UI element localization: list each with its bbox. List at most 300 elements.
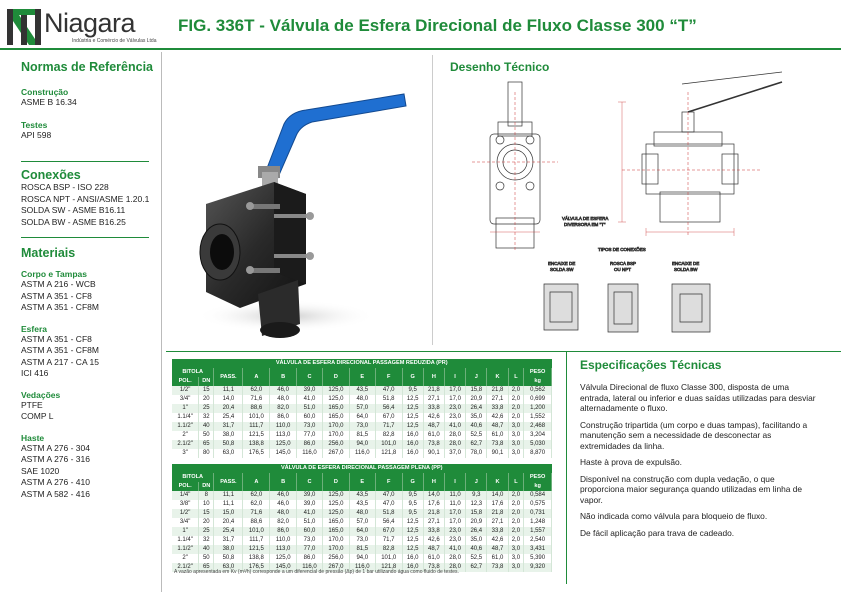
table-cell: 41,0 bbox=[444, 545, 465, 554]
section-divider-horizontal bbox=[166, 351, 841, 352]
spec-paragraph: Disponível na construção com dupla vedação, o que proporciona maior segurança quando utilizadas em linha de vapor. bbox=[580, 473, 803, 505]
table-cell: 9,5 bbox=[402, 500, 423, 509]
table-cell: 48,0 bbox=[349, 395, 375, 404]
table-cell: 65 bbox=[199, 563, 214, 572]
table-cell: 41,0 bbox=[296, 509, 322, 518]
table-cell: 40,6 bbox=[466, 545, 487, 554]
table-cell: 41,0 bbox=[444, 422, 465, 431]
testes-item: API 598 bbox=[21, 129, 52, 140]
col-header: PASS. bbox=[214, 368, 243, 386]
table-cell: 2,0 bbox=[508, 413, 524, 422]
table-cell: 138,8 bbox=[243, 554, 270, 563]
table-cell: 52,5 bbox=[466, 554, 487, 563]
table-cell: 12,5 bbox=[402, 527, 423, 536]
haste-item: ASTM A 276 - 410 bbox=[21, 477, 90, 487]
table-cell: 110,0 bbox=[270, 422, 297, 431]
table-cell: 125,0 bbox=[323, 509, 350, 518]
haste-label: Haste bbox=[21, 432, 45, 443]
table-cell: 40,6 bbox=[466, 422, 487, 431]
table-cell: 61,0 bbox=[487, 431, 508, 440]
table-row bbox=[172, 545, 552, 554]
col-header: G bbox=[402, 368, 423, 386]
table-cell: 8 bbox=[199, 491, 214, 500]
col-header: K bbox=[487, 368, 508, 386]
table-cell: 27,1 bbox=[487, 518, 508, 527]
table-cell: 62,7 bbox=[466, 440, 487, 449]
table-cell: 15,8 bbox=[466, 386, 487, 395]
table-cell: 28,0 bbox=[444, 431, 465, 440]
table-cell: 1,552 bbox=[524, 413, 552, 422]
col-header: C bbox=[296, 473, 322, 491]
table-cell: 67,0 bbox=[375, 413, 402, 422]
logo-wordmark: Niagara bbox=[44, 8, 136, 38]
haste-item: ASTM A 276 - 316 bbox=[21, 454, 90, 464]
table-cell: 2.1/2" bbox=[172, 440, 199, 449]
col-header: A bbox=[243, 473, 270, 491]
table-cell: 8,870 bbox=[524, 449, 552, 458]
table-cell: 121,8 bbox=[375, 449, 402, 458]
table-cell: 0,699 bbox=[524, 395, 552, 404]
table-cell: 82,0 bbox=[270, 518, 297, 527]
table-cell: 31,7 bbox=[214, 536, 243, 545]
table-cell: 33,8 bbox=[487, 404, 508, 413]
table-cell: 17,0 bbox=[444, 386, 465, 395]
table-cell: 3,0 bbox=[508, 422, 524, 431]
table-cell: 0,731 bbox=[524, 509, 552, 518]
table-cell: 73,8 bbox=[423, 440, 444, 449]
table-cell: 47,0 bbox=[375, 386, 402, 395]
table-cell: 25,4 bbox=[214, 527, 243, 536]
conn-bw-label-2: SOLDA BW bbox=[674, 267, 698, 272]
table-cell: 125,0 bbox=[323, 491, 350, 500]
table-cell: 73,8 bbox=[487, 440, 508, 449]
table-cell: 27,1 bbox=[423, 395, 444, 404]
col-header: kg bbox=[524, 482, 552, 491]
table-cell: 2.1/2" bbox=[172, 563, 199, 572]
table-cell: 64,0 bbox=[349, 413, 375, 422]
table-cell: 62,7 bbox=[466, 563, 487, 572]
table-cell: 11,1 bbox=[214, 386, 243, 395]
table-cell: 3,204 bbox=[524, 431, 552, 440]
table-row bbox=[172, 491, 552, 500]
table-cell: 88,6 bbox=[243, 404, 270, 413]
table-cell: 16,0 bbox=[402, 440, 423, 449]
table-cell: 43,5 bbox=[349, 491, 375, 500]
conn-bsp-label: ROSCA BSP bbox=[610, 261, 637, 266]
table-cell: 61,0 bbox=[423, 554, 444, 563]
conexoes-item: ROSCA BSP - ISO 228 bbox=[21, 182, 109, 192]
table-cell: 17,6 bbox=[487, 500, 508, 509]
table-cell: 73,0 bbox=[296, 536, 322, 545]
table-cell: 56,4 bbox=[375, 404, 402, 413]
table-cell: 46,0 bbox=[270, 386, 297, 395]
table-cell: 116,0 bbox=[296, 449, 322, 458]
col-header: E bbox=[349, 473, 375, 491]
table-cell: 39,0 bbox=[296, 500, 322, 509]
table-cell: 3,0 bbox=[508, 545, 524, 554]
table-cell: 71,6 bbox=[243, 395, 270, 404]
niagara-logo-icon bbox=[6, 6, 42, 46]
table-cell: 170,0 bbox=[323, 545, 350, 554]
table-cell: 27,1 bbox=[423, 518, 444, 527]
table-cell: 3,0 bbox=[508, 449, 524, 458]
table-row bbox=[172, 431, 552, 440]
table-cell: 2,540 bbox=[524, 536, 552, 545]
table-cell: 170,0 bbox=[323, 431, 350, 440]
table-cell: 46,0 bbox=[270, 500, 297, 509]
specs-heading: Especificações Técnicas bbox=[580, 358, 722, 372]
col-header: F bbox=[375, 368, 402, 386]
table-cell: 31,7 bbox=[214, 422, 243, 431]
table-cell: 62,0 bbox=[243, 386, 270, 395]
conexoes-item: SOLDA SW - ASME B16.11 bbox=[21, 205, 126, 215]
table-cell: 86,0 bbox=[270, 413, 297, 422]
col-header: BITOLA bbox=[172, 473, 214, 482]
corpo-item: ASTM A 216 - WCB bbox=[21, 279, 96, 289]
esfera-item: ASTM A 351 - CF8M bbox=[21, 345, 99, 355]
table-cell: 170,0 bbox=[323, 422, 350, 431]
table-cell: 40 bbox=[199, 422, 214, 431]
table-cell: 38,0 bbox=[214, 545, 243, 554]
table-cell: 56,4 bbox=[375, 518, 402, 527]
table-cell: 121,5 bbox=[243, 545, 270, 554]
table-cell: 27,1 bbox=[487, 395, 508, 404]
table-cell: 11,1 bbox=[214, 500, 243, 509]
table-cell: 37,0 bbox=[444, 449, 465, 458]
table-row bbox=[172, 386, 552, 395]
table-cell: 21,8 bbox=[423, 509, 444, 518]
page-header bbox=[0, 0, 841, 50]
table-cell: 1.1/2" bbox=[172, 545, 199, 554]
table-row bbox=[172, 395, 552, 404]
table-cell: 48,7 bbox=[487, 422, 508, 431]
corpo-label: Corpo e Tampas bbox=[21, 269, 87, 279]
table-cell: 17,0 bbox=[444, 395, 465, 404]
col-header: BITOLA bbox=[172, 368, 214, 377]
table-cell: 116,0 bbox=[349, 449, 375, 458]
drawing-label-flow-2: DIVERSORA EM "T" bbox=[564, 222, 606, 227]
table-cell: 2,0 bbox=[508, 404, 524, 413]
table-row bbox=[172, 509, 552, 518]
table-cell: 11,1 bbox=[214, 491, 243, 500]
table-cell: 2,0 bbox=[508, 509, 524, 518]
table-cell: 57,0 bbox=[349, 518, 375, 527]
table-cell: 3/4" bbox=[172, 395, 199, 404]
construcao-item: ASME B 16.34 bbox=[21, 97, 77, 107]
col-header: DN bbox=[199, 377, 214, 386]
table-cell: 86,0 bbox=[270, 527, 297, 536]
table-cell: 17,6 bbox=[423, 500, 444, 509]
table-cell: 43,5 bbox=[349, 500, 375, 509]
table-cell: 14,0 bbox=[423, 491, 444, 500]
table-cell: 15,8 bbox=[466, 509, 487, 518]
table-cell: 267,0 bbox=[323, 563, 350, 572]
col-header: I bbox=[444, 473, 465, 491]
table-cell: 1/2" bbox=[172, 386, 199, 395]
table-body bbox=[172, 491, 552, 572]
divider bbox=[21, 237, 149, 238]
table-cell: 73,8 bbox=[423, 563, 444, 572]
col-header: G bbox=[402, 473, 423, 491]
table-cell: 101,0 bbox=[375, 554, 402, 563]
col-header: J bbox=[466, 368, 487, 386]
table-cell: 125,0 bbox=[270, 554, 297, 563]
table-cell: 38,0 bbox=[214, 431, 243, 440]
table-cell: 12,5 bbox=[402, 404, 423, 413]
col-header: DN bbox=[199, 482, 214, 491]
table-cell: 77,0 bbox=[296, 431, 322, 440]
table-cell: 2" bbox=[172, 554, 199, 563]
col-header: J bbox=[466, 473, 487, 491]
table-cell: 121,5 bbox=[243, 431, 270, 440]
table-cell: 42,6 bbox=[487, 536, 508, 545]
table-cell: 62,0 bbox=[243, 500, 270, 509]
table-cell: 32 bbox=[199, 413, 214, 422]
table-cell: 80 bbox=[199, 449, 214, 458]
table-row bbox=[172, 413, 552, 422]
table-cell: 35,0 bbox=[466, 536, 487, 545]
table-cell: 94,0 bbox=[349, 554, 375, 563]
spec-paragraph: Não indicada como válvula para bloqueio de fluxo. bbox=[580, 511, 768, 521]
table-cell: 5,390 bbox=[524, 554, 552, 563]
table-row bbox=[172, 536, 552, 545]
table-cell: 3/8" bbox=[172, 500, 199, 509]
conexoes-item: SOLDA BW - ASME B16.25 bbox=[21, 216, 126, 227]
table-cell: 48,7 bbox=[423, 545, 444, 554]
table-cell: 20,4 bbox=[214, 404, 243, 413]
table-cell: 16,0 bbox=[402, 449, 423, 458]
table-cell: 2,0 bbox=[508, 527, 524, 536]
table-cell: 23,0 bbox=[444, 404, 465, 413]
table-cell: 78,0 bbox=[466, 449, 487, 458]
front-view-drawing bbox=[472, 82, 558, 252]
dimensions-tables bbox=[172, 359, 552, 572]
table-cell: 50 bbox=[199, 554, 214, 563]
table-cell: 82,0 bbox=[270, 404, 297, 413]
technical-drawing bbox=[432, 62, 837, 350]
table-cell: 20 bbox=[199, 395, 214, 404]
table-cell: 51,8 bbox=[375, 509, 402, 518]
table-cell: 48,7 bbox=[423, 422, 444, 431]
table-cell: 23,0 bbox=[444, 413, 465, 422]
table-cell: 21,8 bbox=[487, 386, 508, 395]
table-cell: 20 bbox=[199, 518, 214, 527]
col-header: PASS. bbox=[214, 473, 243, 491]
col-header: C bbox=[296, 368, 322, 386]
spec-paragraph: De fácil aplicação para trava de cadeado. bbox=[580, 527, 735, 538]
table-cell: 101,0 bbox=[375, 440, 402, 449]
col-header: L bbox=[508, 473, 524, 491]
testes-label: Testes bbox=[21, 119, 48, 130]
table-cell: 17,0 bbox=[444, 518, 465, 527]
table-cell: 9,3 bbox=[466, 491, 487, 500]
table-cell: 64,0 bbox=[349, 527, 375, 536]
table-cell: 15 bbox=[199, 386, 214, 395]
table-cell: 138,8 bbox=[243, 440, 270, 449]
table-cell: 65 bbox=[199, 440, 214, 449]
table-cell: 90,1 bbox=[487, 449, 508, 458]
table-cell: 94,0 bbox=[349, 440, 375, 449]
specs-section bbox=[580, 358, 820, 544]
page-title: FIG. 336T - Válvula de Esfera Direcional de Fluxo Classe 300 “T” bbox=[178, 16, 697, 35]
table-cell: 3/4" bbox=[172, 518, 199, 527]
haste-item: ASTM A 582 - 416 bbox=[21, 488, 90, 499]
conexoes-item: ROSCA NPT - ANSI/ASME 1.20.1 bbox=[21, 193, 150, 204]
table-cell: 12,5 bbox=[402, 545, 423, 554]
side-view-drawing bbox=[618, 72, 782, 237]
table-row bbox=[172, 554, 552, 563]
table-cell: 21,8 bbox=[487, 509, 508, 518]
col-header: POL. bbox=[172, 377, 199, 386]
table-cell: 42,6 bbox=[423, 536, 444, 545]
col-header: K bbox=[487, 473, 508, 491]
table-cell: 57,0 bbox=[349, 404, 375, 413]
table-cell: 1.1/2" bbox=[172, 422, 199, 431]
materiais-heading: Materiais bbox=[21, 246, 76, 260]
table-cell: 73,0 bbox=[349, 422, 375, 431]
normas-heading: Normas de Referência bbox=[21, 60, 154, 74]
table-cell: 2,0 bbox=[508, 518, 524, 527]
table-cell: 61,0 bbox=[423, 431, 444, 440]
table-cell: 1" bbox=[172, 404, 199, 413]
table-cell: 3" bbox=[172, 449, 199, 458]
table-cell: 3,0 bbox=[508, 431, 524, 440]
table-cell: 176,5 bbox=[243, 563, 270, 572]
table-cell: 1" bbox=[172, 527, 199, 536]
esfera-item: ASTM A 351 - CF8 bbox=[21, 333, 92, 344]
haste-item: ASTM A 276 - 304 bbox=[21, 442, 90, 453]
table-cell: 110,0 bbox=[270, 536, 297, 545]
table-cell: 1,248 bbox=[524, 518, 552, 527]
col-header: B bbox=[270, 368, 297, 386]
table-cell: 47,0 bbox=[375, 491, 402, 500]
table-cell: 73,8 bbox=[487, 563, 508, 572]
table-cell: 125,0 bbox=[323, 500, 350, 509]
table-cell: 2,0 bbox=[508, 395, 524, 404]
table-cell: 1/4" bbox=[172, 491, 199, 500]
table-row bbox=[172, 449, 552, 458]
table-cell: 47,0 bbox=[375, 500, 402, 509]
table-cell: 11,0 bbox=[444, 500, 465, 509]
table-cell: 62,0 bbox=[243, 491, 270, 500]
col-header: PESO bbox=[524, 473, 552, 482]
table-cell: 121,8 bbox=[375, 563, 402, 572]
table-cell: 46,0 bbox=[270, 491, 297, 500]
table-row bbox=[172, 518, 552, 527]
table-cell: 1.1/4" bbox=[172, 413, 199, 422]
table-cell: 101,0 bbox=[243, 527, 270, 536]
table-cell: 256,0 bbox=[323, 440, 350, 449]
spec-paragraph: Haste à prova de expulsão. bbox=[580, 457, 682, 467]
col-header: A bbox=[243, 368, 270, 386]
col-header: B bbox=[270, 473, 297, 491]
table-cell: 15 bbox=[199, 509, 214, 518]
table-cell: 82,8 bbox=[375, 545, 402, 554]
table-cell: 86,0 bbox=[296, 440, 322, 449]
table-cell: 81,5 bbox=[349, 431, 375, 440]
table-cell: 63,0 bbox=[214, 563, 243, 572]
table-cell: 0,584 bbox=[524, 491, 552, 500]
table-cell: 116,0 bbox=[349, 563, 375, 572]
table-cell: 42,6 bbox=[423, 413, 444, 422]
table-cell: 125,0 bbox=[323, 386, 350, 395]
table-cell: 25 bbox=[199, 527, 214, 536]
table-cell: 23,0 bbox=[444, 536, 465, 545]
table-cell: 50,8 bbox=[214, 440, 243, 449]
table-passagem-reduzida bbox=[172, 359, 552, 458]
table-cell: 165,0 bbox=[323, 413, 350, 422]
table-cell: 165,0 bbox=[323, 404, 350, 413]
table-cell: 33,8 bbox=[423, 404, 444, 413]
table-cell: 43,5 bbox=[349, 386, 375, 395]
table-cell: 145,0 bbox=[270, 449, 297, 458]
table-cell: 60,0 bbox=[296, 527, 322, 536]
col-header: D bbox=[323, 473, 350, 491]
table-row bbox=[172, 422, 552, 431]
table-cell: 88,6 bbox=[243, 518, 270, 527]
table-cell: 77,0 bbox=[296, 545, 322, 554]
table-cell: 50,8 bbox=[214, 554, 243, 563]
table-cell: 25,4 bbox=[214, 413, 243, 422]
table-cell: 2,468 bbox=[524, 422, 552, 431]
table-cell: 2" bbox=[172, 431, 199, 440]
logo-subtitle: Indústria e Comércio de Válvulas Ltda bbox=[72, 38, 157, 44]
table-body bbox=[172, 386, 552, 458]
table-cell: 51,0 bbox=[296, 518, 322, 527]
col-header: D bbox=[323, 368, 350, 386]
table-cell: 111,7 bbox=[243, 536, 270, 545]
table-cell: 17,0 bbox=[444, 509, 465, 518]
table-row bbox=[172, 500, 552, 509]
table-cell: 33,8 bbox=[487, 527, 508, 536]
table-cell: 48,7 bbox=[487, 545, 508, 554]
conn-bw-label: ENCAIXE DE bbox=[672, 261, 700, 266]
table-cell: 0,562 bbox=[524, 386, 552, 395]
table-cell: 21,8 bbox=[423, 386, 444, 395]
sidebar bbox=[0, 52, 162, 592]
col-header: I bbox=[444, 368, 465, 386]
table-cell: 12,5 bbox=[402, 518, 423, 527]
table-cell: 28,0 bbox=[444, 440, 465, 449]
corpo-item: ASTM A 351 - CF8 bbox=[21, 290, 92, 301]
table-cell: 145,0 bbox=[270, 563, 297, 572]
table-cell: 48,0 bbox=[270, 395, 297, 404]
col-header: F bbox=[375, 473, 402, 491]
haste-item: SAE 1020 bbox=[21, 465, 60, 476]
company-logo bbox=[6, 6, 166, 46]
table-cell: 28,0 bbox=[444, 563, 465, 572]
connection-types-drawing bbox=[544, 261, 710, 332]
table-cell: 81,5 bbox=[349, 545, 375, 554]
drawing-title: Desenho Técnico bbox=[450, 60, 550, 74]
table-cell: 90,1 bbox=[423, 449, 444, 458]
table-cell: 125,0 bbox=[270, 440, 297, 449]
col-header: kg bbox=[524, 377, 552, 386]
table-cell: 2,0 bbox=[508, 536, 524, 545]
table-cell: 20,9 bbox=[466, 395, 487, 404]
table-cell: 20,4 bbox=[214, 518, 243, 527]
table-cell: 1/2" bbox=[172, 509, 199, 518]
table-cell: 170,0 bbox=[323, 536, 350, 545]
table-cell: 51,0 bbox=[296, 404, 322, 413]
table-row bbox=[172, 440, 552, 449]
table-caption: VÁLVULA DE ESFERA DIRECIONAL PASSAGEM PLENA (PP) bbox=[172, 464, 552, 473]
conn-bsp-label-2: OU NPT bbox=[614, 267, 632, 272]
table-cell: 165,0 bbox=[323, 527, 350, 536]
table-row bbox=[172, 404, 552, 413]
table-cell: 32 bbox=[199, 536, 214, 545]
table-cell: 16,0 bbox=[402, 563, 423, 572]
